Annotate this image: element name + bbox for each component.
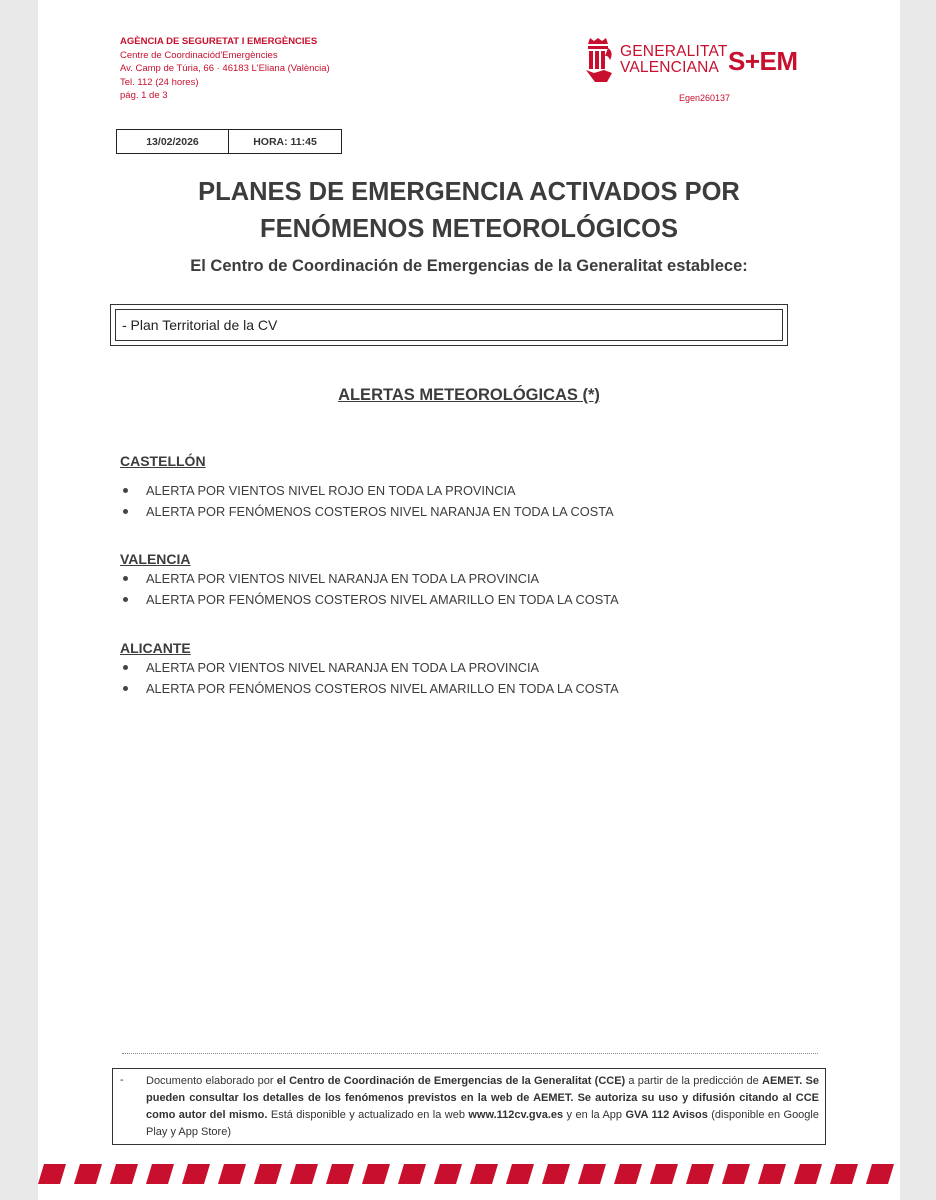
date-value: 13/02/2026 [117,130,229,153]
agency-header [120,35,330,103]
alert-list [120,568,820,610]
alert-item: ALERTA POR VIENTOS NIVEL ROJO EN TODA LA PROVINCIA [120,480,820,501]
footer-divider [122,1053,818,1054]
logo-line-2: VALENCIANA [620,59,720,76]
alert-list [120,480,820,522]
title-line-2: FENÓMENOS METEOROLÓGICOS [260,215,678,243]
region-name: VALENCIA [120,551,191,567]
page-info: pág. 1 de 3 [120,90,168,101]
alert-item: ALERTA POR FENÓMENOS COSTEROS NIVEL NARANJA EN TODA LA COSTA [120,501,820,522]
logo-line-1: GENERALITAT [620,43,728,60]
hazard-stripes [38,1164,900,1184]
footer-text-5: Está disponible y actualizado en la web [267,1109,469,1121]
region-castellon [120,453,820,522]
alert-item: ALERTA POR VIENTOS NIVEL NARANJA EN TODA LA PROVINCIA [120,657,820,678]
agency-name: AGÈNCIA DE SEGURETAT I EMERGÈNCIES [120,36,318,47]
region-valencia [120,551,820,610]
region-name: CASTELLÓN [120,453,206,469]
footer-app-name: GVA 112 Avisos [625,1109,708,1121]
footer-text-9: (disponible en Google Play y App Store) [146,1109,819,1138]
title-line-1: PLANES DE EMERGENCIA ACTIVADOS POR [198,178,740,206]
time-value: HORA: 11:45 [253,135,317,148]
center-name: Centre de Coordinaciód'Emergències [120,49,278,61]
generalitat-logo [582,36,728,84]
footer-aemet: AEMET. Se pueden consultar los detalles de los fenómenos previstos en la web de AEMET. Se autoriza su uso y difusión citando al CCE como autor del mismo. [146,1075,819,1121]
footer-web-link[interactable]: www.112cv.gva.es [468,1109,564,1121]
footer-text-3: a partir de la predicción de [625,1075,762,1087]
footer-text-1: Documento elaborado por [146,1075,277,1087]
active-plan-box [110,304,788,346]
region-alicante [120,640,820,699]
agency-address: Av. Camp de Túria, 66 · 46183 L'Eliana (València) [120,63,330,74]
active-plan-text: - Plan Territorial de la CV [115,309,783,341]
footer-dash: - [120,1074,124,1086]
document-code: Egen260137 [679,93,731,103]
document-page [38,0,900,1200]
footer-cce: el Centro de Coordinación de Emergencias de la Generalitat (CCE) [276,1075,626,1087]
footer-note [112,1068,826,1145]
alert-item: ALERTA POR FENÓMENOS COSTEROS NIVEL AMARILLO EN TODA LA COSTA [120,589,820,610]
agency-phone: Tel. 112 (24 hores) [120,76,199,88]
coat-of-arms-icon [582,36,616,84]
footer-text-7: y en la App [563,1109,626,1121]
generalitat-logo-text [620,44,728,76]
alert-item: ALERTA POR VIENTOS NIVEL NARANJA EN TODA LA PROVINCIA [120,568,820,589]
sem-logo: S+EM [728,46,798,76]
alerts-title: ALERTAS METEOROLÓGICAS (*) [338,386,600,404]
region-name: ALICANTE [120,640,191,656]
page-subtitle: El Centro de Coordinación de Emergencias de la Generalitat establece: [190,257,748,275]
footer-text [146,1073,819,1141]
alert-list [120,657,820,699]
page-title [38,174,900,248]
date-time-box [116,129,342,154]
alert-item: ALERTA POR FENÓMENOS COSTEROS NIVEL AMARILLO EN TODA LA COSTA [120,678,820,699]
